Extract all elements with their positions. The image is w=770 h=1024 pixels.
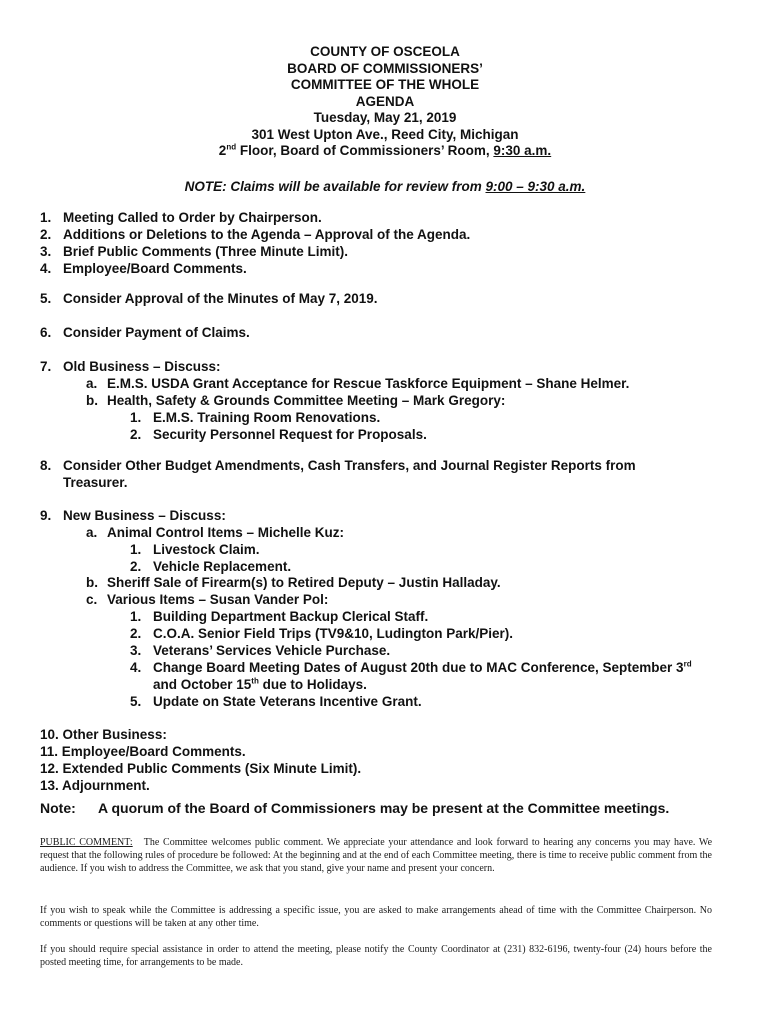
item-number: 2.	[130, 559, 142, 574]
item-text: Change Board Meeting Dates of August 20th due to MAC Conference, September 3	[153, 660, 684, 675]
item-number: 2.	[40, 227, 52, 242]
item-number: a.	[86, 525, 98, 540]
item-number: 4.	[130, 660, 142, 675]
item-number: 10.	[40, 727, 59, 742]
item-text: Update on State Veterans Incentive Grant.	[153, 694, 422, 709]
item-number: 5.	[130, 694, 142, 709]
item-text: Additions or Deletions to the Agenda – Approval of the Agenda.	[63, 227, 471, 242]
item-number: 9.	[40, 508, 52, 523]
item-number: 4.	[40, 261, 52, 276]
public-comment-paragraph	[40, 836, 712, 875]
meeting-date: Tuesday, May 21, 2019	[313, 110, 457, 125]
ordinal-suffix: th	[251, 676, 259, 686]
agenda-item-9c4-continued	[153, 677, 367, 694]
claims-note	[0, 179, 770, 194]
floor-suffix: nd	[226, 142, 237, 152]
agenda-header	[0, 44, 770, 160]
item-text: Health, Safety & Grounds Committee Meeting – Mark Gregory:	[107, 393, 506, 408]
item-number: 3.	[130, 643, 142, 658]
item-text: E.M.S. USDA Grant Acceptance for Rescue Taskforce Equipment – Shane Helmer.	[107, 376, 630, 391]
item-text: Old Business – Discuss:	[63, 359, 221, 374]
item-number: 8.	[40, 458, 52, 473]
meeting-time: 9:30 a.m.	[493, 143, 552, 158]
item-text: Sheriff Sale of Firearm(s) to Retired Deputy – Justin Halladay.	[107, 575, 501, 590]
claims-note-text: NOTE: Claims will be available for review from	[184, 179, 486, 194]
item-number: 2.	[130, 626, 142, 641]
item-text: Brief Public Comments (Three Minute Limit).	[63, 244, 349, 259]
ordinal-suffix: rd	[683, 659, 692, 669]
item-number: b.	[86, 575, 98, 590]
document-title: AGENDA	[355, 93, 415, 109]
item-number: 1.	[130, 410, 142, 425]
agenda-item-10	[40, 727, 167, 744]
floor-number: 2	[218, 143, 227, 158]
item-text: New Business – Discuss:	[63, 508, 226, 523]
item-number: 13.	[40, 778, 59, 793]
item-number: 11.	[40, 744, 59, 759]
public-comment-text: The Committee welcomes public comment. We appreciate your attendance and look forward to hearing any concerns you may have. We request that the following rules of procedure be followed: At the beginning and at the end of each Committee meeting, there is time to receive public comment from the audience. If you wish to address the Committee, we ask that you stand, give your name and present your concern.	[40, 837, 713, 874]
item-text: Consider Payment of Claims.	[63, 325, 250, 340]
item-number: b.	[86, 393, 98, 408]
item-number: 3.	[40, 244, 52, 259]
item-text: Building Department Backup Clerical Staff.	[153, 609, 429, 624]
item-text: Various Items – Susan Vander Pol:	[107, 592, 329, 607]
item-text: C.O.A. Senior Field Trips (TV9&10, Ludington Park/Pier).	[153, 626, 514, 641]
item-text: Meeting Called to Order by Chairperson.	[63, 210, 322, 225]
claims-note-time: 9:00 – 9:30 a.m.	[485, 179, 586, 194]
item-number: 5.	[40, 291, 52, 306]
item-text: Security Personnel Request for Proposals.	[153, 427, 427, 442]
item-number: c.	[86, 592, 98, 607]
agenda-item-11	[40, 744, 246, 761]
committee-name: COMMITTEE OF THE WHOLE	[290, 77, 480, 92]
room-text: Floor, Board of Commissioners’ Room,	[236, 143, 494, 158]
quorum-text: A quorum of the Board of Commissioners may be present at the Committee meetings.	[98, 800, 670, 816]
item-text: due to Holidays.	[258, 677, 367, 692]
agenda-item-13	[40, 778, 150, 795]
item-text: E.M.S. Training Room Renovations.	[153, 410, 381, 425]
item-number: a.	[86, 376, 98, 391]
item-number: 2.	[130, 427, 142, 442]
item-text: Extended Public Comments (Six Minute Limit).	[62, 761, 362, 776]
item-text: and October 15	[153, 677, 252, 692]
board-name: BOARD OF COMMISSIONERS’	[287, 60, 483, 76]
speaking-paragraph: If you wish to speak while the Committee is addressing a specific issue, you are asked to make arrangements ahead of time with the Committee Chairperson. No comments or questions will be taken at any other time.	[40, 905, 712, 929]
meeting-room	[0, 143, 770, 160]
item-number: 1.	[130, 542, 142, 557]
assistance-paragraph: If you should require special assistance in order to attend the meeting, please notify the County Coordinator at (231) 832-6196, twenty-four (24) hours before the posted meeting time, for arrangements to be made.	[40, 944, 712, 968]
item-number: 12.	[40, 761, 59, 776]
item-text: Animal Control Items – Michelle Kuz:	[107, 525, 345, 540]
item-text: Vehicle Replacement.	[153, 559, 292, 574]
item-number: 1.	[130, 609, 142, 624]
item-text: Veterans’ Services Vehicle Purchase.	[153, 643, 391, 658]
item-text: Employee/Board Comments.	[63, 261, 247, 276]
item-number: 1.	[40, 210, 52, 225]
item-number: 7.	[40, 359, 52, 374]
item-number: 6.	[40, 325, 52, 340]
county-name: COUNTY OF OSCEOLA	[310, 44, 460, 59]
item-text: Consider Other Budget Amendments, Cash Transfers, and Journal Register Reports from	[63, 458, 636, 473]
public-comment-label: PUBLIC COMMENT:	[40, 837, 133, 848]
item-text: Employee/Board Comments.	[61, 744, 246, 759]
item-text: Adjournment.	[62, 778, 150, 793]
item-text: Consider Approval of the Minutes of May 7, 2019.	[63, 291, 378, 306]
agenda-item-8-continued: Treasurer.	[63, 475, 128, 490]
agenda-item-12	[40, 761, 361, 778]
quorum-label: Note:	[40, 800, 76, 816]
item-text: Livestock Claim.	[153, 542, 260, 557]
item-text: Other Business:	[62, 727, 167, 742]
meeting-address: 301 West Upton Ave., Reed City, Michigan	[251, 126, 519, 142]
